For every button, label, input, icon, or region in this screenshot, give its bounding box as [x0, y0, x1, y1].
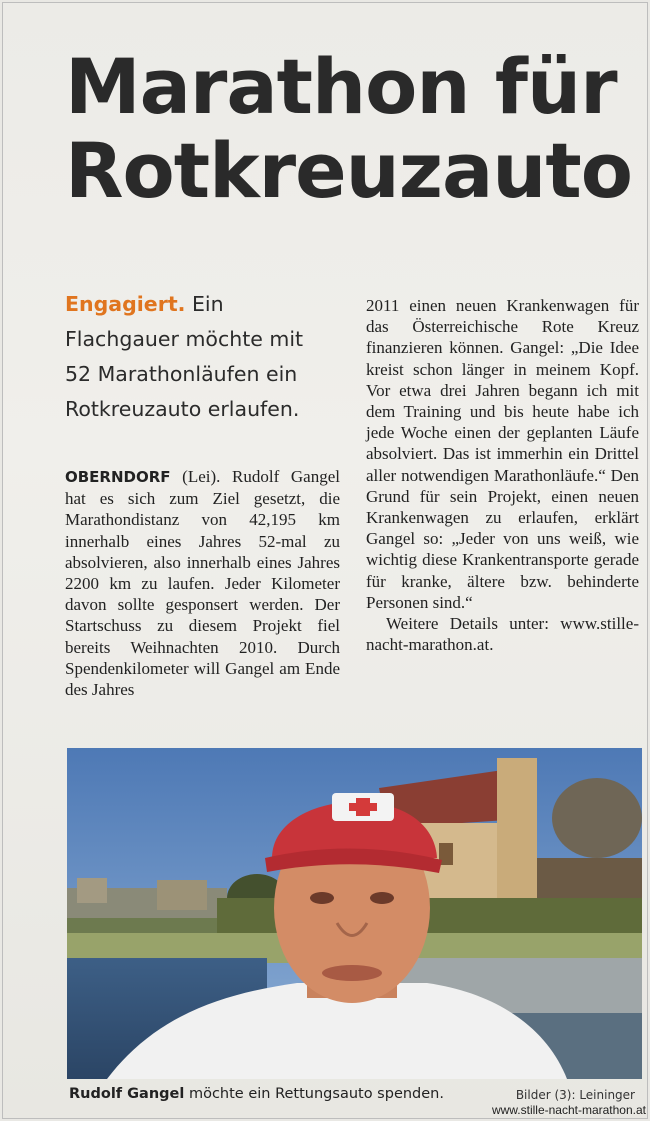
caption-text: möchte ein Rettungsauto spenden. [184, 1086, 444, 1102]
photo-credit: Bilder (3): Leininger [515, 1088, 635, 1102]
intro-kicker: Engagiert. [65, 292, 186, 316]
article-photo [67, 748, 642, 1079]
article-column-left [65, 466, 340, 700]
newspaper-clipping [2, 2, 648, 1119]
caption-name: Rudolf Gangel [69, 1086, 185, 1102]
runner-portrait-image [67, 748, 642, 1079]
left-column-text: Rudolf Gangel hat es sich zum Ziel gesetzt, die Marathondistanz von 42,195 km innerhalb eines Jahres 52-mal zu absolvieren, also innerhalb eines Jahres 2200 km zu laufen. Jeder Kilometer davon sollte gesponsert werden. Der Startschuss zu diesem Projekt fiel bereits Weihnachten 2010. Durch Spendenkilometer will Gangel am Ende des Jahres [65, 467, 340, 700]
headline-line-2: Rotkreuzauto [65, 126, 632, 215]
right-column-paragraph-1: 2011 einen neuen Krankenwagen für das Österreichische Rote Kreuz finanzieren können. Gangel: „Die Idee kreist schon länger in meinem Kopf. Vor etwa drei Jahren begann ich mit dem Training und bis heute habe ich jede Woche einen der geplanten Läufe absolviert. Das ist immerhin ein Drittel aller notwendigen Marathonläufe.“ Den Grund für sein Projekt, einen neuen Krankenwagen zu erlaufen, erklärt Gangel so: „Jeder von uns weiß, wie wichtig diese Krankentransporte gerade für kranke, ältere bzw. behinderte Personen sind.“ [366, 296, 639, 612]
dateline-suffix: (Lei). [170, 467, 233, 486]
article-column-right [366, 295, 639, 655]
dateline: OBERNDORF [65, 468, 171, 486]
article-headline [65, 42, 632, 215]
article-intro [65, 287, 335, 427]
photo-caption [69, 1086, 539, 1102]
site-watermark: www.stille-nacht-marathon.at [491, 1103, 646, 1117]
right-column-paragraph-2: Weitere Details unter: www.stille-nacht-marathon.at. [366, 614, 639, 655]
headline-line-1: Marathon für [65, 42, 617, 131]
intro-text: Ein Flachgauer möchte mit 52 Marathonläufen ein Rotkreuzauto erlaufen. [65, 292, 304, 421]
